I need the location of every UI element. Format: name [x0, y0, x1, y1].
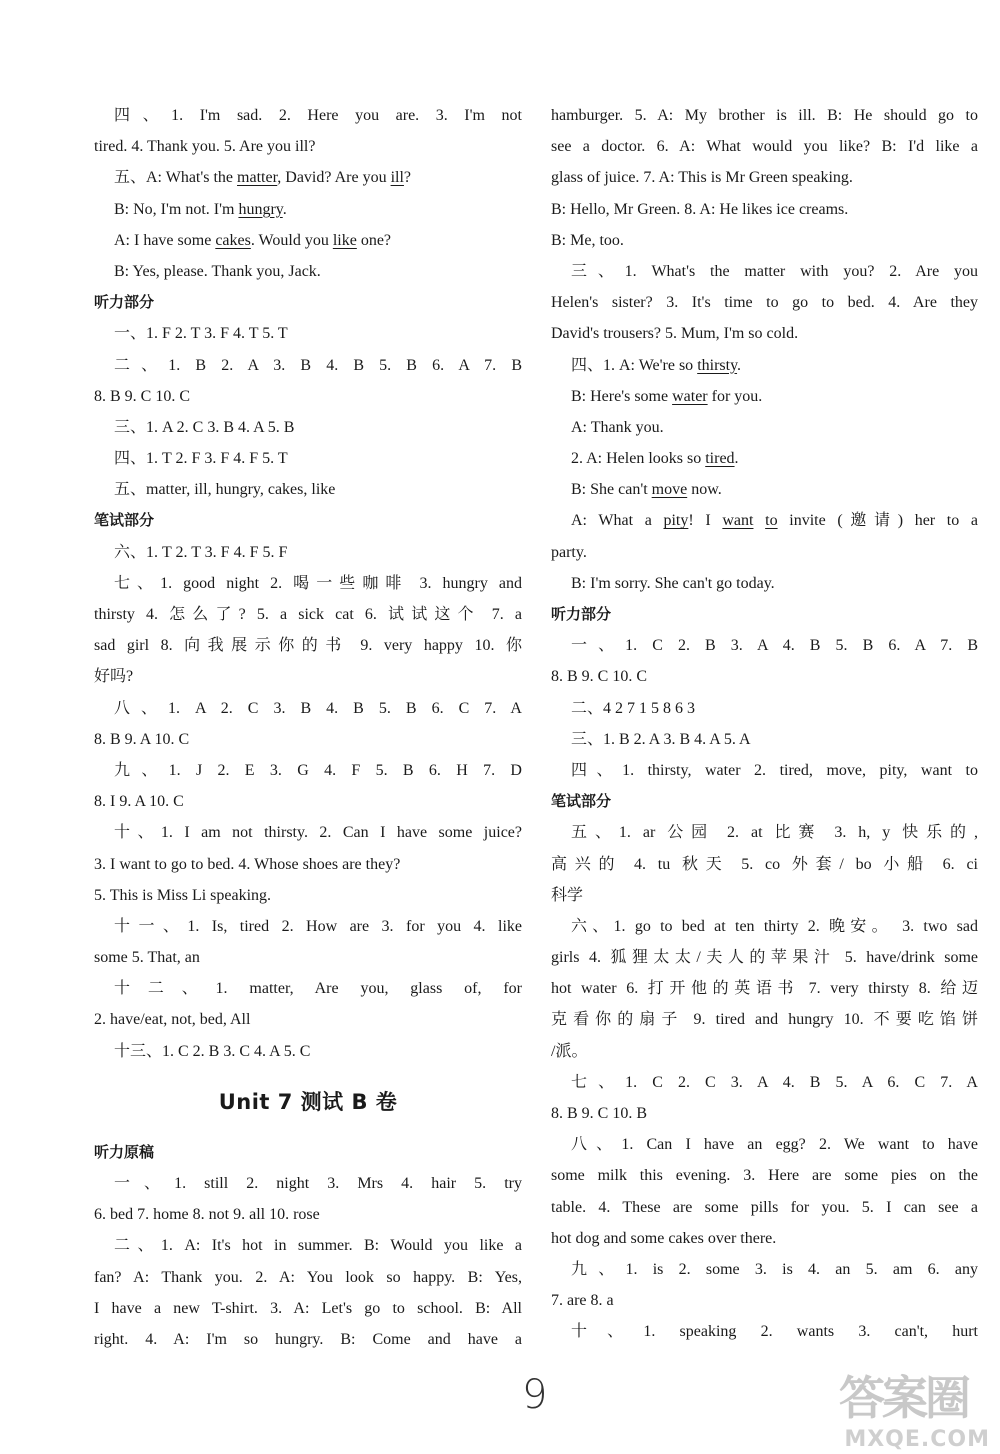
- answer-line: tired. 4. Thank you. 5. Are you ill?: [94, 138, 316, 156]
- answer-line: I have a new T-shirt. 3. A: Let's go to school. B: All: [94, 1299, 522, 1317]
- answer-line: 十一、1. Is, tired 2. How are 3. for you 4. like: [114, 917, 522, 935]
- answer-line: 6. bed 7. home 8. not 9. all 10. rose: [94, 1206, 320, 1224]
- answer-line: 科学: [551, 886, 584, 904]
- answer-line: 十、1. speaking 2. wants 3. can't, hurt: [571, 1323, 978, 1341]
- text-segment: 四、1. A: We're so: [571, 356, 698, 374]
- text-segment: B: She can't: [571, 481, 652, 499]
- answer-line: 二、1. A: It's hot in summer. B: Would you like a: [114, 1237, 522, 1255]
- answer-line: 五、matter, ill, hungry, cakes, like: [114, 481, 336, 499]
- answer-line: table. 4. These are some pills for you. 5. I can see a: [551, 1198, 978, 1216]
- underlined-word: water: [672, 387, 708, 405]
- text-segment: A: What a: [571, 512, 664, 530]
- text-segment: . Would you: [250, 231, 333, 249]
- answer-line: [94, 194, 522, 225]
- answer-line: 7. are 8. a: [551, 1292, 614, 1310]
- text-segment: ! I: [688, 512, 723, 530]
- right-column: [551, 100, 978, 1348]
- watermark-url: MXQE.COM: [844, 1427, 990, 1452]
- answer-line: 三、1. What's the matter with you? 2. Are you: [571, 262, 978, 280]
- answer-line: girls 4. 狐狸太太/夫人的苹果汁 5. have/drink some: [551, 949, 978, 967]
- answer-line: party.: [551, 543, 587, 561]
- answer-line: 八、1. A 2. C 3. B 4. B 5. B 6. C 7. A: [114, 699, 522, 717]
- answer-line: 8. B 9. C 10. C: [551, 668, 648, 686]
- answer-line: B: Yes, please. Thank you, Jack.: [114, 262, 321, 280]
- answer-line: [551, 443, 978, 474]
- answer-line: sad girl 8. 向我展示你的书 9. very happy 10. 你: [94, 637, 522, 655]
- answer-line: 四、1. T 2. F 3. F 4. F 5. T: [114, 450, 288, 468]
- answer-line: 十三、1. C 2. B 3. C 4. A 5. C: [114, 1042, 311, 1060]
- text-segment: one?: [356, 231, 392, 249]
- answer-line: see a doctor. 6. A: What would you like? B: I'd like a: [551, 138, 978, 156]
- answer-line: 好吗?: [94, 668, 134, 686]
- underlined-word: thirsty: [697, 356, 738, 374]
- answer-line: 3. I want to go to bed. 4. Whose shoes are they?: [94, 855, 401, 873]
- answer-line: David's trousers? 5. Mum, I'm so cold.: [551, 325, 799, 343]
- answer-line: 七、1. C 2. C 3. A 4. B 5. A 6. C 7. A: [571, 1073, 978, 1091]
- text-segment: ?: [403, 169, 412, 187]
- answer-line: A: Thank you.: [571, 418, 664, 436]
- section-heading: 听力部分: [551, 605, 612, 623]
- answer-line: [551, 474, 978, 505]
- answer-line: 八、1. Can I have an egg? 2. We want to have: [571, 1136, 978, 1154]
- text-segment: for you.: [707, 387, 763, 405]
- section-heading: 听力部分: [94, 293, 155, 312]
- answer-line: 十二、1. matter, Are you, glass of, for: [114, 980, 522, 998]
- answer-line: 九、1. J 2. E 3. G 4. F 5. B 6. H 7. D: [114, 761, 522, 779]
- underlined-word: matter: [237, 169, 278, 187]
- text-segment: B: No, I'm not. I'm: [114, 200, 239, 218]
- answer-line: 七、1. good night 2. 喝一些咖啡 3. hungry and: [114, 574, 522, 592]
- underlined-word: want: [722, 512, 754, 530]
- answer-line: hot dog and some cakes over there.: [551, 1229, 777, 1247]
- answer-line: 一、1. F 2. T 3. F 4. T 5. T: [114, 325, 288, 343]
- answer-line: B: Hello, Mr Green. 8. A: He likes ice creams.: [551, 200, 849, 218]
- watermark-logo: 答案圈: [839, 1371, 968, 1425]
- answer-line: 8. B 9. A 10. C: [94, 730, 190, 748]
- answer-line: 2. have/eat, not, bed, All: [94, 1011, 251, 1029]
- answer-line: 十、1. I am not thirsty. 2. Can I have some juice?: [114, 824, 522, 842]
- answer-line: 高兴的 4. tu 秋天 5. co 外套/ bo 小船 6. ci: [551, 855, 978, 873]
- underlined-word: ill: [390, 169, 404, 187]
- answer-line: B: Me, too.: [551, 231, 624, 249]
- answer-line: /派。: [551, 1042, 588, 1060]
- answer-line: thirsty 4. 怎么了? 5. a sick cat 6. 试试这个 7. a: [94, 606, 522, 623]
- watermark: [760, 1362, 996, 1452]
- answer-line: glass of juice. 7. A: This is Mr Green speaking.: [551, 169, 853, 187]
- answer-line: some milk this evening. 3. Here are some pies on the: [551, 1167, 978, 1185]
- answer-line: 六、1. T 2. T 3. F 4. F 5. F: [114, 543, 288, 561]
- answer-line: 四、1. I'm sad. 2. Here you are. 3. I'm not: [114, 107, 522, 124]
- text-segment: 2. A: Helen looks so: [571, 450, 706, 468]
- underlined-word: pity: [663, 512, 689, 530]
- text-segment: invite (邀请) her to a: [777, 512, 978, 530]
- text-segment: B: Here's some: [571, 387, 673, 405]
- answer-line: 一、1. C 2. B 3. A 4. B 5. B 6. A 7. B: [571, 637, 978, 655]
- underlined-word: like: [332, 231, 357, 249]
- answer-line: [94, 225, 522, 256]
- text-segment: [753, 512, 765, 529]
- text-segment: .: [737, 356, 742, 374]
- answer-line: [94, 162, 522, 193]
- section-heading: 笔试部分: [94, 511, 155, 530]
- answer-line: 二、4 2 7 1 5 8 6 3: [571, 699, 696, 717]
- answer-line: 二、1. B 2. A 3. B 4. B 5. B 6. A 7. B: [114, 356, 522, 374]
- answer-line: 8. B 9. C 10. C: [94, 387, 191, 405]
- section-heading: 笔试部分: [551, 792, 612, 811]
- answer-line: some 5. That, an: [94, 949, 200, 967]
- left-column: [94, 100, 522, 1355]
- underlined-word: cakes: [215, 231, 251, 249]
- answer-line: 克看你的扇子 9. tired and hungry 10. 不要吃馅饼: [551, 1011, 978, 1029]
- answer-line: hamburger. 5. A: My brother is ill. B: He should go to: [551, 107, 978, 124]
- answer-line: 8. B 9. C 10. B: [551, 1105, 648, 1122]
- answer-line: 六、1. go to bed at ten thirty 2. 晚安。 3. two sad: [571, 917, 978, 935]
- page-number: 9: [522, 1372, 548, 1418]
- answer-line: [551, 350, 978, 381]
- answer-line: [551, 381, 978, 412]
- unit-title: Unit 7 测试 B 卷: [218, 1089, 398, 1114]
- answer-line: 九、1. is 2. some 3. is 4. an 5. am 6. any: [571, 1260, 978, 1278]
- underlined-word: to: [765, 512, 778, 530]
- answer-line: 5. This is Miss Li speaking.: [94, 886, 272, 904]
- text-segment: A: I have some: [114, 231, 216, 249]
- answer-line: fan? A: Thank you. 2. A: You look so happy. B: Yes,: [94, 1268, 522, 1286]
- answer-line: right. 4. A: I'm so hungry. B: Come and have a: [94, 1330, 522, 1348]
- text-segment: .: [734, 450, 739, 468]
- answer-line: 三、1. B 2. A 3. B 4. A 5. A: [571, 730, 751, 748]
- answer-line: Helen's sister? 3. It's time to go to bed. 4. Are they: [551, 294, 978, 312]
- answer-line: B: I'm sorry. She can't go today.: [571, 574, 775, 592]
- text-segment: .: [282, 200, 287, 218]
- answer-line: 8. I 9. A 10. C: [94, 793, 184, 811]
- text-segment: now.: [687, 481, 722, 499]
- underlined-word: tired: [705, 450, 735, 468]
- answer-line: hot water 6. 打开他的英语书 7. very thirsty 8. 给迈: [551, 980, 978, 998]
- underlined-word: hungry: [238, 200, 283, 218]
- section-heading: 听力原稿: [94, 1142, 155, 1161]
- answer-line: 四、1. thirsty, water 2. tired, move, pity, want to: [571, 761, 978, 779]
- underlined-word: move: [651, 481, 688, 499]
- answer-line: [551, 505, 978, 536]
- text-segment: 五、A: What's the: [114, 169, 238, 187]
- answer-line: 五、1. ar 公园 2. at 比赛 3. h, y 快乐的,: [571, 824, 978, 842]
- answer-line: 三、1. A 2. C 3. B 4. A 5. B: [114, 418, 295, 436]
- answer-line: 一、1. still 2. night 3. Mrs 4. hair 5. try: [114, 1175, 522, 1192]
- text-segment: , David? Are you: [277, 169, 391, 187]
